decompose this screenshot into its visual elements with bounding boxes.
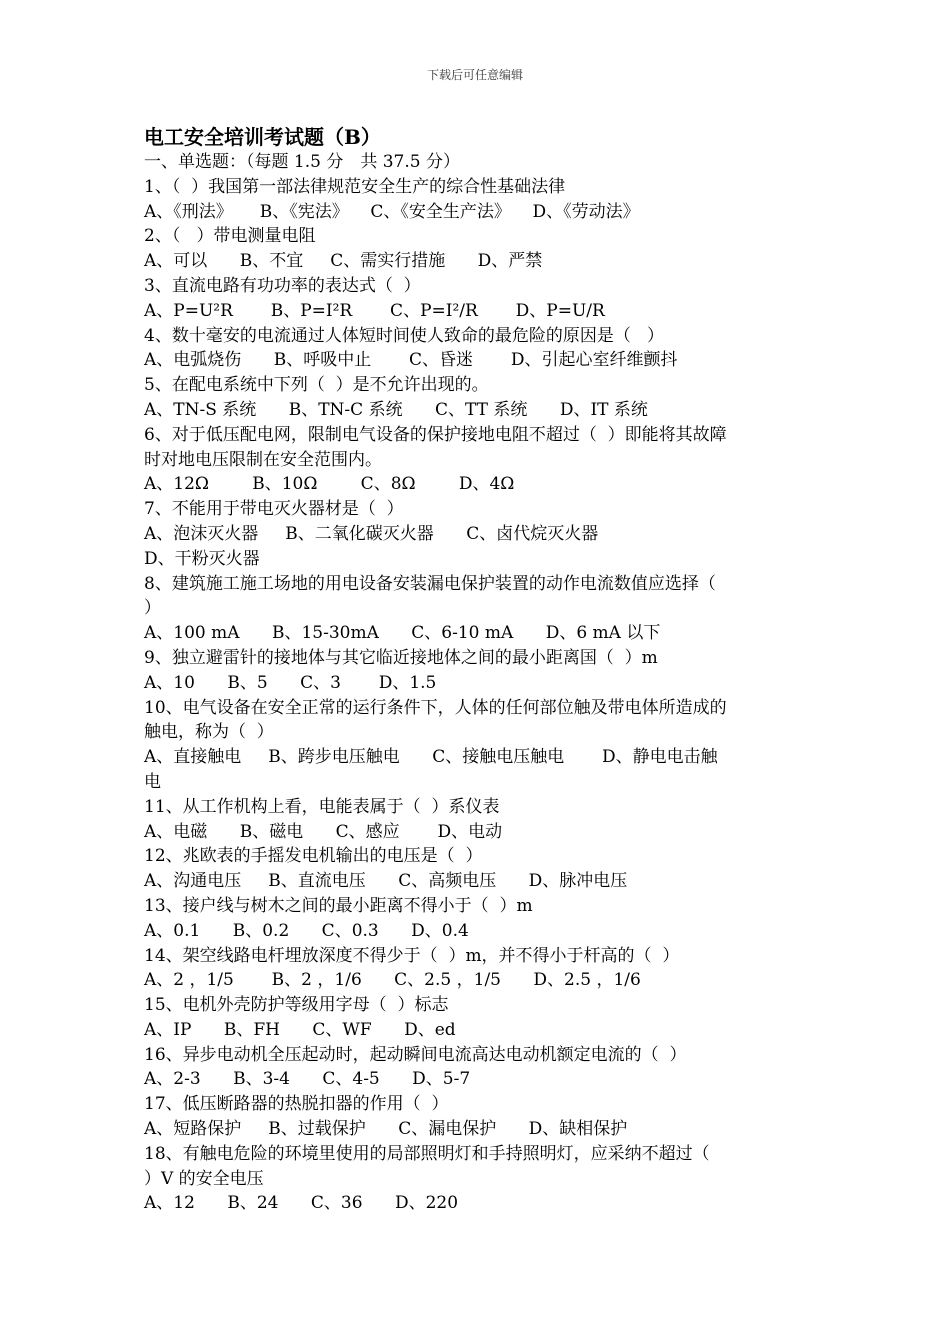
text-line: A、2 ，1/5 B、2 ，1/6 C、2.5 ，1/5 D、2.5 ，1/6 bbox=[144, 970, 641, 991]
text-line: 9、独立避雷针的接地体与其它临近接地体之间的最小距离国（ ）m bbox=[144, 647, 658, 668]
text-line: A、100 mA B、15-30mA C、6-10 mA D、6 mA 以下 bbox=[144, 623, 661, 644]
text-line: A、泡沫灭火器 B、二氧化碳灭火器 C、卤代烷灭火器 bbox=[144, 523, 599, 544]
text-line: ） bbox=[144, 598, 161, 619]
text-line: 11、从工作机构上看，电能表属于（ ）系仪表 bbox=[144, 796, 500, 817]
text-line: A、短路保护 B、过载保护 C、漏电保护 D、缺相保护 bbox=[144, 1119, 628, 1140]
text-line: A、0.1 B、0.2 C、0.3 D、0.4 bbox=[144, 920, 469, 941]
page-header: 下载后可任意编辑 bbox=[426, 68, 523, 82]
text-line: 16、异步电动机全压起动时，起动瞬间电流高达电动机额定电流的（ ） bbox=[144, 1044, 687, 1065]
text-line: 6、对于低压配电网，限制电气设备的保护接地电阻不超过（ ）即能将其故障 bbox=[144, 424, 727, 445]
exam-content bbox=[144, 124, 814, 1216]
text-line: 7、不能用于带电灭火器材是（ ） bbox=[144, 499, 404, 520]
text-line: 14、架空线路电杆埋放深度不得少于（ ）m，并不得小于杆高的（ ） bbox=[144, 945, 680, 966]
text-line: D、干粉灭火器 bbox=[144, 548, 260, 569]
text-line: A、2-3 B、3-4 C、4-5 D、5-7 bbox=[144, 1069, 471, 1090]
text-line: A、沟通电压 B、直流电压 C、高频电压 D、脉冲电压 bbox=[144, 871, 628, 892]
text-line: A、12 B、24 C、36 D、220 bbox=[144, 1193, 459, 1214]
text-line: A、P=U²R B、P=I²R C、P=I²/R D、P=U/R bbox=[144, 300, 605, 321]
text-line: 8、建筑施工施工场地的用电设备安装漏电保护装置的动作电流数值应选择（ bbox=[144, 573, 716, 594]
text-line: 1、（ ）我国第一部法律规范安全生产的综合性基础法律 bbox=[144, 176, 566, 197]
text-line: A、《刑法》 B、《宪法》 C、《安全生产法》 D、《劳动法》 bbox=[144, 201, 640, 222]
text-line: 时对地电压限制在安全范围内。 bbox=[144, 449, 382, 470]
text-line: 4、数十毫安的电流通过人体短时间使人致命的最危险的原因是（ ） bbox=[144, 325, 665, 346]
text-line: A、直接触电 B、跨步电压触电 C、接触电压触电 D、静电电击触 bbox=[144, 747, 718, 768]
text-line: 18、有触电危险的环境里使用的局部照明灯和手持照明灯，应采纳不超过（ bbox=[144, 1143, 710, 1164]
text-line: A、IP B、FH C、WF D、ed bbox=[144, 1019, 456, 1040]
text-line: A、12Ω B、10Ω C、8Ω D、4Ω bbox=[144, 474, 515, 495]
text-line: A、10 B、5 C、3 D、1.5 bbox=[144, 672, 437, 693]
text-line: 13、接户线与树木之间的最小距离不得小于（ ）m bbox=[144, 895, 533, 916]
text-line: ）V 的安全电压 bbox=[144, 1168, 264, 1189]
text-line: 3、直流电路有功功率的表达式（ ） bbox=[144, 275, 421, 296]
text-line: A、可以 B、不宜 C、需实行措施 D、严禁 bbox=[144, 251, 543, 272]
text-line: A、TN-S 系统 B、TN-C 系统 C、TT 系统 D、IT 系统 bbox=[144, 399, 648, 420]
text-line: 触电，称为（ ） bbox=[144, 722, 274, 743]
text-line: 5、在配电系统中下列（ ）是不允许出现的。 bbox=[144, 375, 489, 396]
exam-title: 电工安全培训考试题（B） bbox=[144, 125, 381, 149]
text-line: 12、兆欧表的手摇发电机输出的电压是（ ） bbox=[144, 846, 483, 867]
text-line: 电 bbox=[144, 771, 161, 792]
text-line: 10、电气设备在安全正常的运行条件下，人体的任何部位触及带电体所造成的 bbox=[144, 697, 727, 718]
text-line: 2、（ ）带电测量电阻 bbox=[144, 226, 316, 247]
text-line: 17、低压断路器的热脱扣器的作用（ ） bbox=[144, 1094, 449, 1115]
text-line: 15、电机外壳防护等级用字母（ ）标志 bbox=[144, 995, 449, 1016]
text-line: A、电弧烧伤 B、呼吸中止 C、昏迷 D、引起心室纤维颤抖 bbox=[144, 350, 678, 371]
question-list bbox=[144, 175, 814, 1216]
text-line: A、电磁 B、磁电 C、感应 D、电动 bbox=[144, 821, 503, 842]
section-heading: 一、单选题：（每题 1.5 分 共 37.5 分） bbox=[144, 152, 461, 172]
